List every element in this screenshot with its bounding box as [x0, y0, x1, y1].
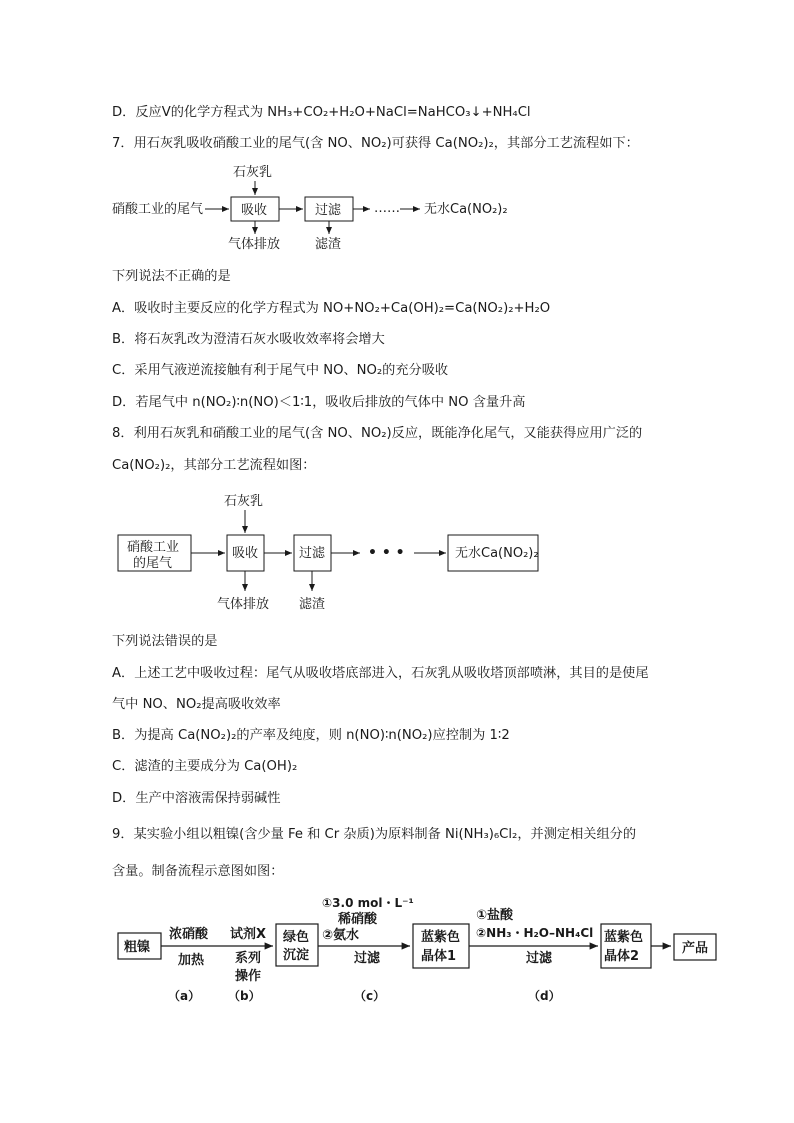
flow3-b-top: 试剂X	[230, 927, 267, 942]
flow3-box5: 产品	[682, 941, 709, 956]
flow1-residue: 滤渣	[315, 237, 342, 252]
q8-stem-2: Ca(NO₂)₂，其部分工艺流程如图：	[112, 458, 316, 473]
flow3-d-label: （d）	[528, 989, 561, 1003]
flow2-product: 无水Ca(NO₂)₂	[455, 546, 539, 561]
q9-stem-1: 9．某实验小组以粗镍(含少量 Fe 和 Cr 杂质)为原料制备 Ni(NH₃)₆Cl₂，并测定相关组分的	[112, 827, 637, 842]
flow1	[112, 165, 508, 252]
flow1-absorb: 吸收	[241, 203, 268, 218]
flow2-absorb-box	[227, 535, 264, 571]
flow2-gas-out: 气体排放	[217, 597, 270, 612]
flow2-input-box	[118, 535, 191, 571]
flow2-input-l1: 硝酸工业	[127, 540, 180, 555]
flow3-c-top3: ②氨水	[322, 928, 360, 943]
flow3-box-product	[674, 934, 716, 960]
flow1-product: 无水Ca(NO₂)₂	[424, 202, 508, 217]
flow3-box-crystal1	[413, 924, 469, 968]
flow2-product-box	[448, 535, 538, 571]
flow3-a-top: 浓硝酸	[169, 927, 209, 942]
flow1-filter-box	[305, 197, 353, 221]
flow3-b-bottom1: 系列	[235, 951, 262, 966]
flow1-gas-out: 气体排放	[228, 237, 281, 252]
flow3-box1: 粗镍	[124, 940, 151, 955]
q9-stem-2: 含量。制备流程示意图如图：	[112, 864, 284, 879]
flow3-c-bottom: 过滤	[354, 951, 381, 966]
flow2-reagent: 石灰乳	[224, 494, 264, 509]
flow3-d-top1: ①盐酸	[476, 908, 514, 923]
flow2-absorb: 吸收	[232, 546, 259, 561]
flow2-residue: 滤渣	[299, 597, 326, 612]
q8-stem-1: 8．利用石灰乳和硝酸工业的尾气(含 NO、NO₂)反应，既能净化尾气，又能获得应用广泛的	[112, 426, 643, 441]
flow3-c-top2: 稀硝酸	[338, 912, 378, 927]
q7-option-d: D．若尾气中 n(NO₂)∶n(NO)＜1∶1，吸收后排放的气体中 NO 含量升高	[112, 395, 526, 410]
q7-stem: 7．用石灰乳吸收硝酸工业的尾气(含 NO、NO₂)可获得 Ca(NO₂)₂，其部分工艺流程如下：	[112, 136, 639, 151]
flow3-d-bottom: 过滤	[526, 951, 553, 966]
flow2-input-l2: 的尾气	[133, 556, 173, 571]
q7-option-c: C．采用气液逆流接触有利于尾气中 NO、NO₂的充分吸收	[112, 363, 449, 378]
q8-question: 下列说法错误的是	[112, 634, 218, 649]
flow3-box4-l2: 晶体2	[604, 949, 640, 964]
flow1-dots: ……	[374, 201, 400, 216]
flow3-box2-l2: 沉淀	[283, 948, 310, 963]
q8-option-d: D．生产中溶液需保持弱碱性	[112, 791, 281, 806]
flow2-filter: 过滤	[299, 546, 326, 561]
flow1-filter: 过滤	[315, 203, 342, 218]
q8-option-a-2: 气中 NO、NO₂提高吸收效率	[112, 697, 281, 712]
flow1-input: 硝酸工业的尾气	[112, 202, 204, 217]
flow3-box3-l2: 晶体1	[421, 949, 457, 964]
q7-option-b: B．将石灰乳改为澄清石灰水吸收效率将会增大	[112, 332, 385, 347]
flow1-absorb-box	[231, 197, 279, 221]
q8-option-b: B．为提高 Ca(NO₂)₂的产率及纯度，则 n(NO)∶n(NO₂)应控制为 1∶2	[112, 728, 510, 743]
flow3-a-bottom: 加热	[178, 953, 205, 968]
q8-option-a-1: A．上述工艺中吸收过程：尾气从吸收塔底部进入，石灰乳从吸收塔顶部喷淋，其目的是使尾	[112, 666, 649, 681]
flow3-box-green-ppt	[276, 924, 318, 966]
flow3-box4-l1: 蓝紫色	[604, 930, 644, 945]
flow3-box3-l1: 蓝紫色	[421, 930, 461, 945]
flow3-d-top2: ②NH₃・H₂O–NH₄Cl	[476, 926, 594, 940]
flow3-c-label: （c）	[354, 989, 386, 1003]
flow2-filter-box	[294, 535, 331, 571]
q8-option-c: C．滤渣的主要成分为 Ca(OH)₂	[112, 759, 298, 774]
q7-question: 下列说法不正确的是	[112, 269, 231, 284]
q7-option-a: A．吸收时主要反应的化学方程式为 NO+NO₂+Ca(OH)₂=Ca(NO₂)₂+H₂O	[112, 301, 551, 316]
flow3-c-top1: ①3.0 mol・L⁻¹	[322, 896, 414, 910]
flow3-a-label: （a）	[168, 989, 201, 1003]
flow2-dots: • • •	[368, 545, 405, 561]
flow3-b-bottom2: 操作	[235, 969, 262, 984]
flow3-box-crude-ni	[118, 933, 161, 959]
flow3-b-label: （b）	[228, 989, 261, 1003]
flow1-reagent: 石灰乳	[233, 165, 273, 180]
q6-option-d: D．反应Ⅴ的化学方程式为 NH₃+CO₂+H₂O+NaCl=NaHCO₃↓+NH₄Cl	[112, 105, 531, 120]
flow3-box2-l1: 绿色	[283, 930, 310, 945]
flow3-box-crystal2	[601, 924, 651, 968]
